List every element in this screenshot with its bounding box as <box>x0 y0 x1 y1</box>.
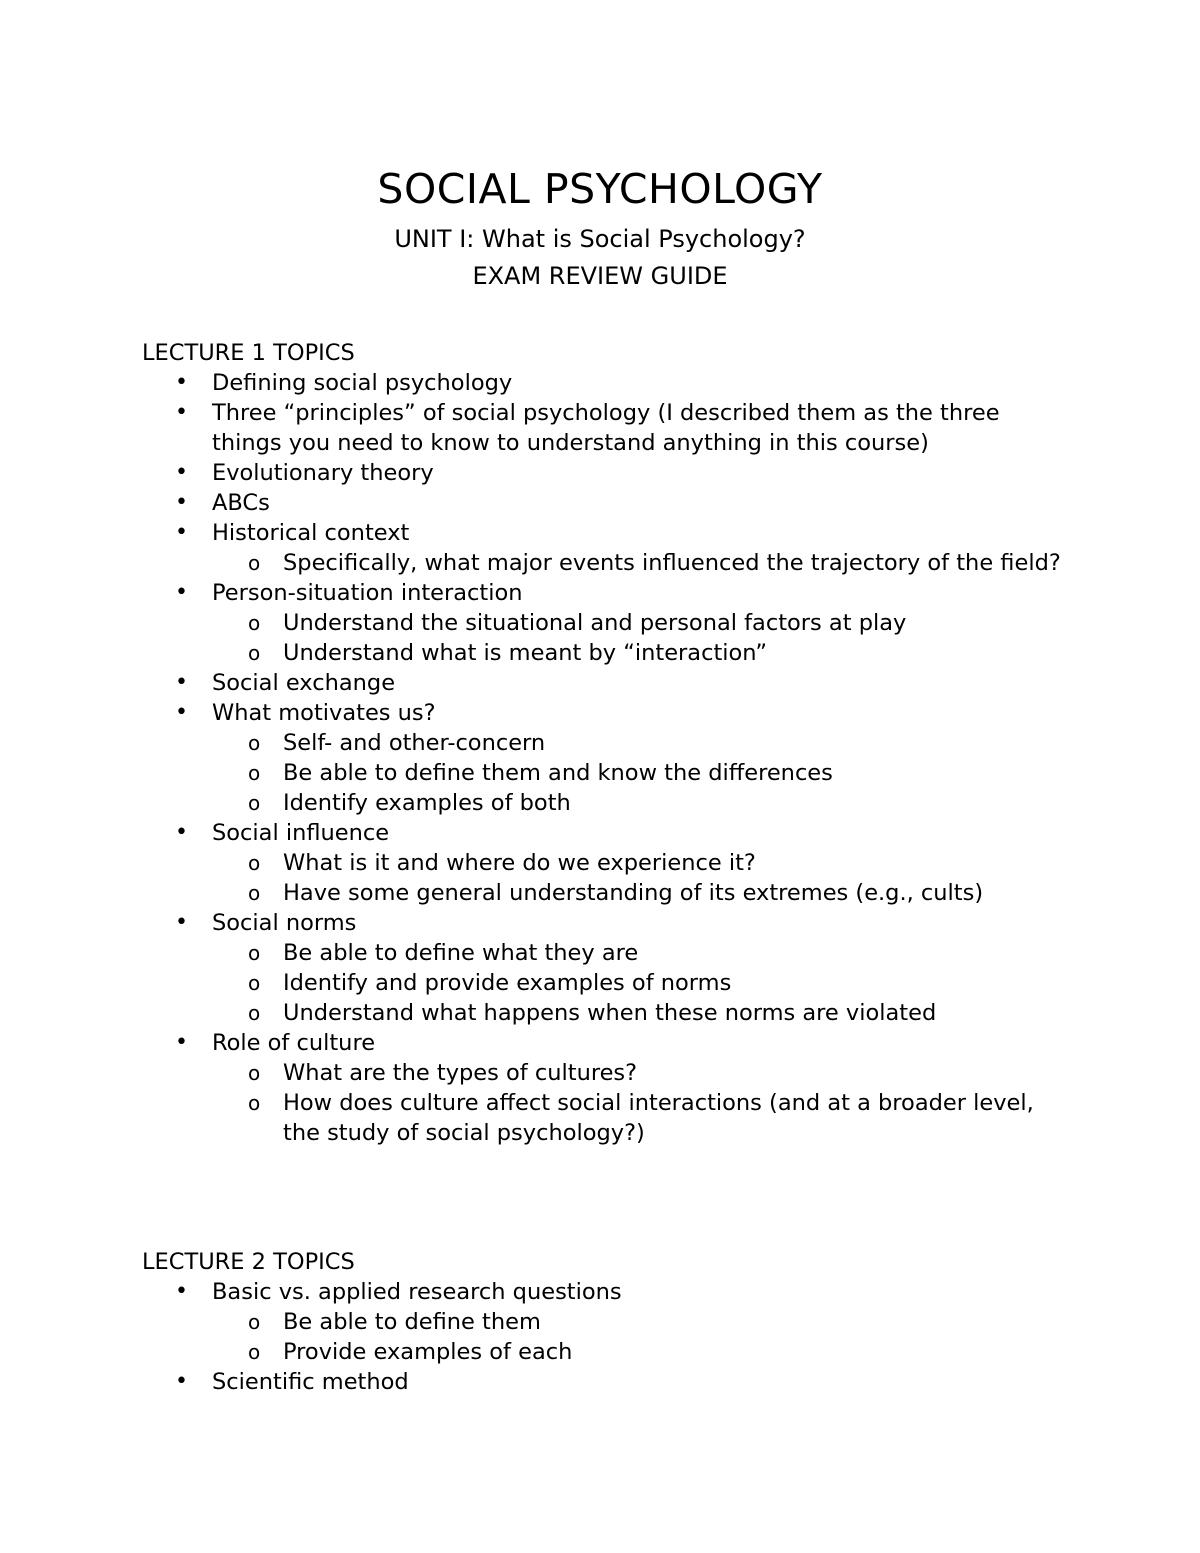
circle-bullet-icon: o <box>248 971 261 995</box>
lecture-1-topic-list <box>142 368 1062 1148</box>
bullet-icon: • <box>175 910 188 935</box>
topic-item <box>142 578 1062 668</box>
bullet-icon: • <box>175 520 188 545</box>
topic-item <box>142 698 1062 818</box>
bullet-icon: • <box>175 1279 188 1304</box>
subtopic-text: Provide examples of each <box>283 1339 573 1365</box>
bullet-icon: • <box>175 580 188 605</box>
subtopic-text: Be able to define them <box>283 1309 541 1335</box>
topic-text: ABCs <box>212 490 270 516</box>
topic-item <box>142 518 1062 578</box>
topic-text: Person-situation interaction <box>212 580 523 606</box>
topic-text: Social exchange <box>212 670 396 696</box>
subtopic-text: Specifically, what major events influenced the trajectory of the field? <box>283 550 1061 576</box>
subtopic-list <box>212 728 1062 818</box>
topic-text: Historical context <box>212 520 410 546</box>
subtopic-item <box>212 788 1062 818</box>
topic-item <box>142 908 1062 1028</box>
bullet-icon: • <box>175 460 188 485</box>
subtopic-list <box>212 548 1062 578</box>
circle-bullet-icon: o <box>248 611 261 635</box>
subtopic-item <box>212 848 1062 878</box>
circle-bullet-icon: o <box>248 941 261 965</box>
subtopic-list <box>212 1307 1062 1367</box>
topic-item <box>142 488 1062 518</box>
topic-item <box>142 818 1062 908</box>
subtopic-list <box>212 608 1062 668</box>
circle-bullet-icon: o <box>248 1310 261 1334</box>
subtopic-item <box>212 1058 1062 1088</box>
subtopic-item <box>212 608 1062 638</box>
subtopic-list <box>212 1058 1062 1148</box>
topic-item <box>142 1028 1062 1148</box>
topic-text: Social norms <box>212 910 357 936</box>
subtopic-text: Understand what happens when these norms are violated <box>283 1000 937 1026</box>
subtopic-item <box>212 998 1062 1028</box>
bullet-icon: • <box>175 1369 188 1394</box>
bullet-icon: • <box>175 490 188 515</box>
subtopic-item <box>212 938 1062 968</box>
circle-bullet-icon: o <box>248 851 261 875</box>
topic-text: Role of culture <box>212 1030 376 1056</box>
bullet-icon: • <box>175 700 188 725</box>
circle-bullet-icon: o <box>248 731 261 755</box>
topic-item <box>142 1367 1062 1397</box>
lecture-2-section <box>142 1247 1062 1397</box>
subtopic-text: Understand the situational and personal factors at play <box>283 610 907 636</box>
bullet-icon: • <box>175 400 188 425</box>
circle-bullet-icon: o <box>248 1001 261 1025</box>
topic-text: Evolutionary theory <box>212 460 434 486</box>
subtopic-text: Be able to define what they are <box>283 940 639 966</box>
subtopic-text: Identify examples of both <box>283 790 571 816</box>
lecture-2-topic-list <box>142 1277 1062 1397</box>
subtopic-item <box>212 548 1062 578</box>
subtopic-text: What are the types of cultures? <box>283 1060 638 1086</box>
topic-text: What motivates us? <box>212 700 436 726</box>
bullet-icon: • <box>175 370 188 395</box>
lecture-1-section <box>142 338 1062 1148</box>
subtopic-item <box>212 728 1062 758</box>
circle-bullet-icon: o <box>248 1061 261 1085</box>
topic-text: Defining social psychology <box>212 370 513 396</box>
bullet-icon: • <box>175 670 188 695</box>
lecture-1-heading: LECTURE 1 TOPICS <box>142 340 355 366</box>
subtopic-item <box>212 878 1062 908</box>
guide-subtitle: EXAM REVIEW GUIDE <box>472 262 728 290</box>
circle-bullet-icon: o <box>248 551 261 575</box>
bullet-icon: • <box>175 1030 188 1055</box>
circle-bullet-icon: o <box>248 1340 261 1364</box>
subtopic-item <box>212 1337 1062 1367</box>
circle-bullet-icon: o <box>248 881 261 905</box>
unit-subtitle: UNIT I: What is Social Psychology? <box>394 225 806 253</box>
topic-item <box>142 668 1062 698</box>
lecture-2-heading: LECTURE 2 TOPICS <box>142 1249 355 1275</box>
topic-item <box>142 1277 1062 1367</box>
subtopic-text: Self- and other-concern <box>283 730 546 756</box>
topic-item <box>142 368 1062 398</box>
topic-item <box>142 458 1062 488</box>
subtopic-item <box>212 1307 1062 1337</box>
bullet-icon: • <box>175 820 188 845</box>
subtopic-item <box>212 1088 1062 1148</box>
topic-text: Three “principles” of social psychology (I described them as the three things you need to know to understand anything in this course) <box>212 400 1000 456</box>
subtopic-list <box>212 938 1062 1028</box>
subtopic-text: How does culture affect social interactions (and at a broader level, the study of social psychology?) <box>283 1090 1034 1146</box>
topic-item <box>142 398 1062 458</box>
subtopic-list <box>212 848 1062 908</box>
subtopic-item <box>212 968 1062 998</box>
circle-bullet-icon: o <box>248 641 261 665</box>
subtopic-text: Be able to define them and know the differences <box>283 760 833 786</box>
topic-text: Scientific method <box>212 1369 409 1395</box>
subtopic-text: What is it and where do we experience it? <box>283 850 756 876</box>
document-title: SOCIAL PSYCHOLOGY <box>377 165 823 213</box>
subtopic-text: Have some general understanding of its extremes (e.g., cults) <box>283 880 984 906</box>
subtopic-item <box>212 638 1062 668</box>
topic-text: Social influence <box>212 820 390 846</box>
subtopic-text: Identify and provide examples of norms <box>283 970 732 996</box>
subtopic-item <box>212 758 1062 788</box>
circle-bullet-icon: o <box>248 1091 261 1115</box>
topic-text: Basic vs. applied research questions <box>212 1279 622 1305</box>
circle-bullet-icon: o <box>248 761 261 785</box>
subtopic-text: Understand what is meant by “interaction” <box>283 640 767 666</box>
circle-bullet-icon: o <box>248 791 261 815</box>
